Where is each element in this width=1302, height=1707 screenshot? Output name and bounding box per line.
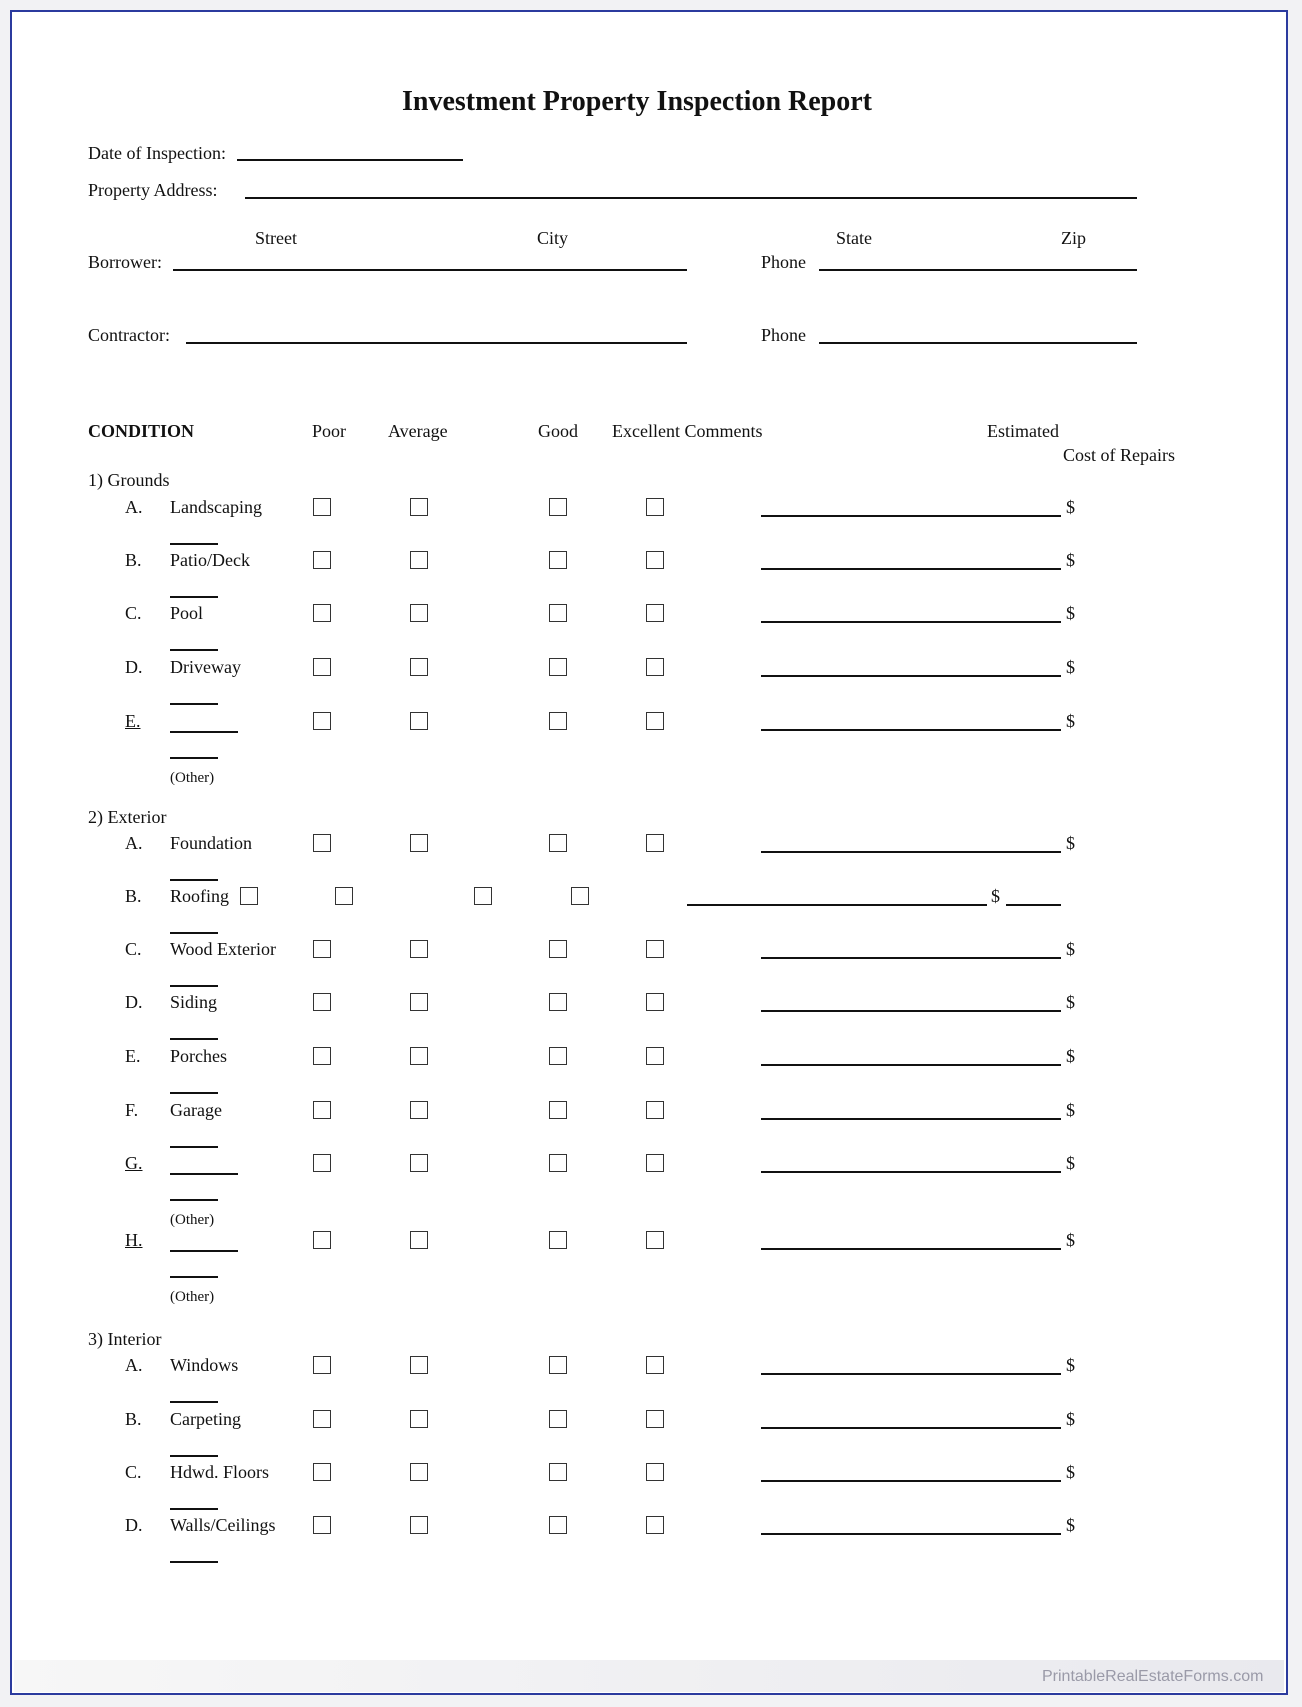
date-label: Date of Inspection: — [88, 143, 226, 163]
item-letter: A. — [125, 1355, 143, 1375]
label-underline — [170, 596, 218, 598]
label-underline — [170, 985, 218, 987]
dollar-sign: $ — [1066, 939, 1075, 959]
dollar-sign: $ — [1066, 550, 1075, 570]
dollar-sign: $ — [1066, 1153, 1075, 1173]
comments-field[interactable] — [761, 1171, 1061, 1173]
contractor-phone-field[interactable] — [819, 342, 1137, 344]
estimated-header: Estimated — [987, 421, 1059, 441]
dollar-sign: $ — [1066, 833, 1075, 853]
comments-field[interactable] — [761, 851, 1061, 853]
item-label: Patio/Deck — [170, 550, 250, 570]
item-label: Driveway — [170, 657, 241, 677]
condition-checkbox[interactable] — [549, 551, 567, 569]
comments-field[interactable] — [761, 729, 1061, 731]
comments-field[interactable] — [761, 957, 1061, 959]
condition-checkbox[interactable] — [410, 712, 428, 730]
condition-checkbox[interactable] — [549, 1154, 567, 1172]
item-label: Walls/Ceilings — [170, 1515, 276, 1535]
comments-field[interactable] — [761, 1480, 1061, 1482]
state-caption: State — [836, 228, 872, 248]
cost-header: Cost of Repairs — [1063, 445, 1175, 465]
dollar-sign: $ — [1066, 711, 1075, 731]
good-header: Good — [538, 421, 578, 441]
city-caption: City — [537, 228, 569, 248]
item-label: Hdwd. Floors — [170, 1462, 270, 1482]
condition-checkbox[interactable] — [646, 712, 664, 730]
condition-checkbox[interactable] — [646, 1047, 664, 1065]
condition-checkbox[interactable] — [549, 1516, 567, 1534]
item-letter: C. — [125, 603, 142, 623]
condition-checkbox[interactable] — [646, 498, 664, 516]
condition-checkbox[interactable] — [313, 1154, 331, 1172]
dollar-sign: $ — [1066, 1230, 1075, 1250]
dollar-sign: $ — [1066, 657, 1075, 677]
dollar-sign: $ — [1066, 1462, 1075, 1482]
label-underline — [170, 1508, 218, 1510]
condition-checkbox[interactable] — [646, 940, 664, 958]
item-letter: B. — [125, 1409, 142, 1429]
condition-checkbox[interactable] — [313, 498, 331, 516]
dollar-sign: $ — [1066, 497, 1075, 517]
item-label: Carpeting — [170, 1409, 241, 1429]
dollar-sign: $ — [1066, 1100, 1075, 1120]
condition-checkbox[interactable] — [410, 498, 428, 516]
label-underline — [170, 1146, 218, 1148]
condition-checkbox[interactable] — [549, 1101, 567, 1119]
label-underline — [170, 1455, 218, 1457]
other-caption: (Other) — [170, 1289, 215, 1305]
comments-field[interactable] — [761, 1533, 1061, 1535]
condition-checkbox[interactable] — [549, 1047, 567, 1065]
condition-checkbox[interactable] — [313, 1463, 331, 1481]
condition-checkbox[interactable] — [410, 1231, 428, 1249]
item-letter: C. — [125, 1462, 142, 1482]
label-underline — [170, 649, 218, 651]
condition-checkbox[interactable] — [240, 887, 258, 905]
condition-checkbox[interactable] — [549, 993, 567, 1011]
item-letter: F. — [125, 1100, 139, 1120]
label-underline — [170, 879, 218, 881]
condition-checkbox[interactable] — [646, 658, 664, 676]
condition-checkbox[interactable] — [410, 834, 428, 852]
item-letter: E. — [125, 1046, 141, 1066]
dollar-sign: $ — [1066, 1515, 1075, 1535]
condition-checkbox[interactable] — [549, 712, 567, 730]
comments-field[interactable] — [761, 1118, 1061, 1120]
condition-checkbox[interactable] — [313, 940, 331, 958]
condition-checkbox[interactable] — [646, 834, 664, 852]
condition-header: CONDITION — [88, 421, 195, 441]
condition-checkbox[interactable] — [549, 1410, 567, 1428]
comments-field[interactable] — [761, 568, 1061, 570]
other-caption: (Other) — [170, 770, 215, 786]
comments-field[interactable] — [761, 675, 1061, 677]
average-header: Average — [388, 421, 448, 441]
street-caption: Street — [255, 228, 297, 248]
item-label: Windows — [170, 1355, 239, 1375]
comments-field[interactable] — [687, 904, 987, 906]
label-underline — [170, 1038, 218, 1040]
condition-checkbox[interactable] — [474, 887, 492, 905]
condition-checkbox[interactable] — [549, 1231, 567, 1249]
item-label: Porches — [170, 1046, 227, 1066]
comments-field[interactable] — [761, 1427, 1061, 1429]
condition-checkbox[interactable] — [646, 551, 664, 569]
condition-checkbox[interactable] — [410, 1463, 428, 1481]
item-label: Siding — [170, 992, 218, 1012]
condition-checkbox[interactable] — [571, 887, 589, 905]
borrower-field[interactable] — [173, 269, 687, 271]
section-heading: 2) Exterior — [88, 807, 167, 827]
condition-checkbox[interactable] — [410, 940, 428, 958]
condition-checkbox[interactable] — [313, 551, 331, 569]
other-name-field[interactable] — [170, 731, 238, 733]
condition-checkbox[interactable] — [313, 712, 331, 730]
borrower-phone-field[interactable] — [819, 269, 1137, 271]
condition-checkbox[interactable] — [410, 1154, 428, 1172]
dollar-sign: $ — [1066, 603, 1075, 623]
borrower-phone-label: Phone — [761, 252, 806, 272]
condition-checkbox[interactable] — [549, 604, 567, 622]
other-name-field[interactable] — [170, 1250, 238, 1252]
item-label: Pool — [170, 603, 204, 623]
label-underline — [170, 757, 218, 759]
condition-checkbox[interactable] — [313, 1356, 331, 1374]
item-letter: B. — [125, 550, 142, 570]
condition-checkbox[interactable] — [646, 1154, 664, 1172]
dollar-sign: $ — [1066, 1046, 1075, 1066]
condition-checkbox[interactable] — [549, 658, 567, 676]
condition-checkbox[interactable] — [410, 1410, 428, 1428]
condition-checkbox[interactable] — [410, 1356, 428, 1374]
condition-checkbox[interactable] — [646, 1463, 664, 1481]
condition-checkbox[interactable] — [410, 1047, 428, 1065]
item-label: Roofing — [170, 886, 230, 906]
label-underline — [170, 1199, 218, 1201]
item-letter: H. — [125, 1230, 143, 1250]
condition-checkbox[interactable] — [549, 1463, 567, 1481]
condition-checkbox[interactable] — [549, 498, 567, 516]
item-letter: A. — [125, 833, 143, 853]
condition-checkbox[interactable] — [646, 1356, 664, 1374]
condition-checkbox[interactable] — [549, 1356, 567, 1374]
page-title: Investment Property Inspection Report — [402, 86, 872, 117]
condition-checkbox[interactable] — [410, 551, 428, 569]
condition-checkbox[interactable] — [646, 993, 664, 1011]
other-caption: (Other) — [170, 1212, 215, 1228]
address-label: Property Address: — [88, 180, 218, 200]
watermark: PrintableRealEstateForms.com — [1042, 1668, 1264, 1685]
item-label: Wood Exterior — [170, 939, 277, 959]
condition-checkbox[interactable] — [313, 993, 331, 1011]
section-heading: 1) Grounds — [88, 470, 170, 490]
comments-field[interactable] — [761, 1010, 1061, 1012]
label-underline — [170, 1561, 218, 1563]
condition-checkbox[interactable] — [313, 658, 331, 676]
item-letter: B. — [125, 886, 142, 906]
condition-checkbox[interactable] — [313, 834, 331, 852]
item-label: Garage — [170, 1100, 222, 1120]
item-letter: C. — [125, 939, 142, 959]
condition-checkbox[interactable] — [313, 1516, 331, 1534]
condition-checkbox[interactable] — [410, 1516, 428, 1534]
comments-field[interactable] — [761, 1064, 1061, 1066]
borrower-label: Borrower: — [88, 252, 162, 272]
condition-checkbox[interactable] — [335, 887, 353, 905]
date-field[interactable] — [237, 159, 463, 161]
item-letter: G. — [125, 1153, 143, 1173]
condition-checkbox[interactable] — [313, 1410, 331, 1428]
label-underline — [170, 1276, 218, 1278]
label-underline — [170, 932, 218, 934]
condition-checkbox[interactable] — [646, 1231, 664, 1249]
condition-checkbox[interactable] — [313, 1047, 331, 1065]
label-underline — [170, 1401, 218, 1403]
condition-checkbox[interactable] — [646, 1516, 664, 1534]
item-label: Foundation — [170, 833, 253, 853]
comments-field[interactable] — [761, 621, 1061, 623]
dollar-sign: $ — [1066, 1355, 1075, 1375]
poor-header: Poor — [312, 421, 347, 441]
condition-checkbox[interactable] — [549, 940, 567, 958]
contractor-field[interactable] — [186, 342, 687, 344]
contractor-label: Contractor: — [88, 325, 170, 345]
comments-field[interactable] — [761, 1373, 1061, 1375]
label-underline — [170, 543, 218, 545]
condition-checkbox[interactable] — [410, 604, 428, 622]
condition-checkbox[interactable] — [646, 604, 664, 622]
condition-checkbox[interactable] — [646, 1410, 664, 1428]
zip-caption: Zip — [1061, 228, 1086, 248]
comments-field[interactable] — [761, 515, 1061, 517]
label-underline — [170, 1092, 218, 1094]
label-underline — [170, 703, 218, 705]
item-letter: D. — [125, 992, 143, 1012]
section-heading: 3) Interior — [88, 1329, 162, 1349]
condition-checkbox[interactable] — [410, 993, 428, 1011]
contractor-phone-label: Phone — [761, 325, 806, 345]
item-letter: A. — [125, 497, 143, 517]
item-letter: D. — [125, 1515, 143, 1535]
excellent-comments-header: Excellent Comments — [612, 421, 763, 441]
other-name-field[interactable] — [170, 1173, 238, 1175]
condition-checkbox[interactable] — [313, 604, 331, 622]
comments-field[interactable] — [761, 1248, 1061, 1250]
item-letter: E. — [125, 711, 141, 731]
dollar-sign: $ — [1066, 992, 1075, 1012]
item-letter: D. — [125, 657, 143, 677]
cost-field[interactable] — [1006, 904, 1061, 906]
condition-checkbox[interactable] — [313, 1101, 331, 1119]
address-field[interactable] — [245, 197, 1137, 199]
dollar-sign: $ — [991, 886, 1000, 906]
condition-checkbox[interactable] — [410, 658, 428, 676]
condition-checkbox[interactable] — [313, 1231, 331, 1249]
condition-checkbox[interactable] — [410, 1101, 428, 1119]
dollar-sign: $ — [1066, 1409, 1075, 1429]
condition-checkbox[interactable] — [646, 1101, 664, 1119]
condition-checkbox[interactable] — [549, 834, 567, 852]
item-label: Landscaping — [170, 497, 262, 517]
